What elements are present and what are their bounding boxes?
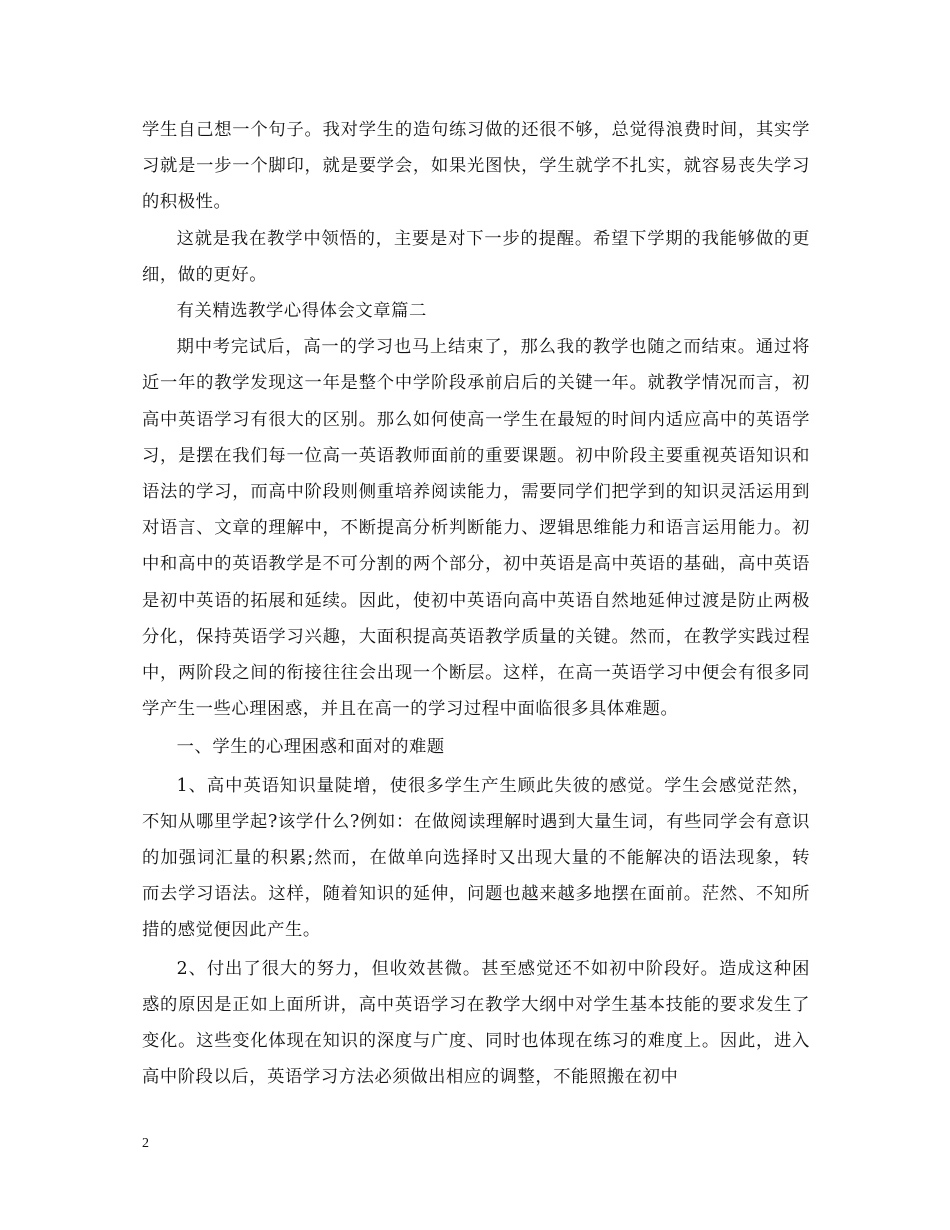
subheading-student-difficulties: 一、学生的心理困惑和面对的难题 [176,737,445,758]
section-heading-part-two: 有关精选教学心得体会文章篇二 [176,301,427,322]
paragraph-reflection: 这就是我在教学中领悟的，主要是对下一步的提醒。希望下学期的我能够做的更细，做的更好。 [142,228,810,285]
paragraph-point-two: 2、付出了很大的努力，但收效甚微。甚至感觉还不如初中阶段好。造成这种困惑的原因是正如上面所讲，高中英语学习在教学大纲中对学生基本技能的要求发生了变化。这些变化体现在知识的深度与广度、同时也体现在练习的难度上。因此，进入高中阶段以后，英语学习方法必须做出相应的调整，不能照搬在初中 [142,958,810,1088]
paragraph-intro: 期中考完试后，高一的学习也马上结束了，那么我的教学也随之而结束。通过将近一年的教学发现这一年是整个中学阶段承前启后的关键一年。就教学情况而言，初高中英语学习有很大的区别。那么如何使高一学生在最短的时间内适应高中的英语学习，是摆在我们每一位高一英语教师面前的重要课题。初中阶段主要重视英语知识和语法的学习，而高中阶段则侧重培养阅读能力，需要同学们把学到的知识灵活运用到对语言、文章的理解中，不断提高分析判断能力、逻辑思维能力和语言运用能力。初中和高中的英语教学是不可分割的两个部分，初中英语是高中英语的基础，高中英语是初中英语的拓展和延续。因此，使初中英语向高中英语自然地延伸过渡是防止两极分化，保持英语学习兴趣，大面积提高英语教学质量的关键。然而，在教学实践过程中，两阶段之间的衔接往往会出现一个断层。这样，在高一英语学习中便会有很多同学产生一些心理困惑，并且在高一的学习过程中面临很多具体难题。 [142,337,810,720]
page-number: 2 [142,1136,149,1151]
paragraph-continuation: 学生自己想一个句子。我对学生的造句练习做的还很不够，总觉得浪费时间，其实学习就是一步一个脚印，就是要学会，如果光图快，学生就学不扎实，就容易丧失学习的积极性。 [142,120,810,213]
document-body [142,112,810,1095]
paragraph-point-one: 1、高中英语知识量陡增，使很多学生产生顾此失彼的感觉。学生会感觉茫然，不知从哪里学起?该学什么?例如：在做阅读理解时遇到大量生词，有些同学会有意识的加强词汇量的积累;然而，在做单向选择时又出现大量的不能解决的语法现象，转而去学习语法。这样，随着知识的延伸，问题也越来越多地摆在面前。茫然、不知所措的感觉便因此产生。 [142,775,810,941]
